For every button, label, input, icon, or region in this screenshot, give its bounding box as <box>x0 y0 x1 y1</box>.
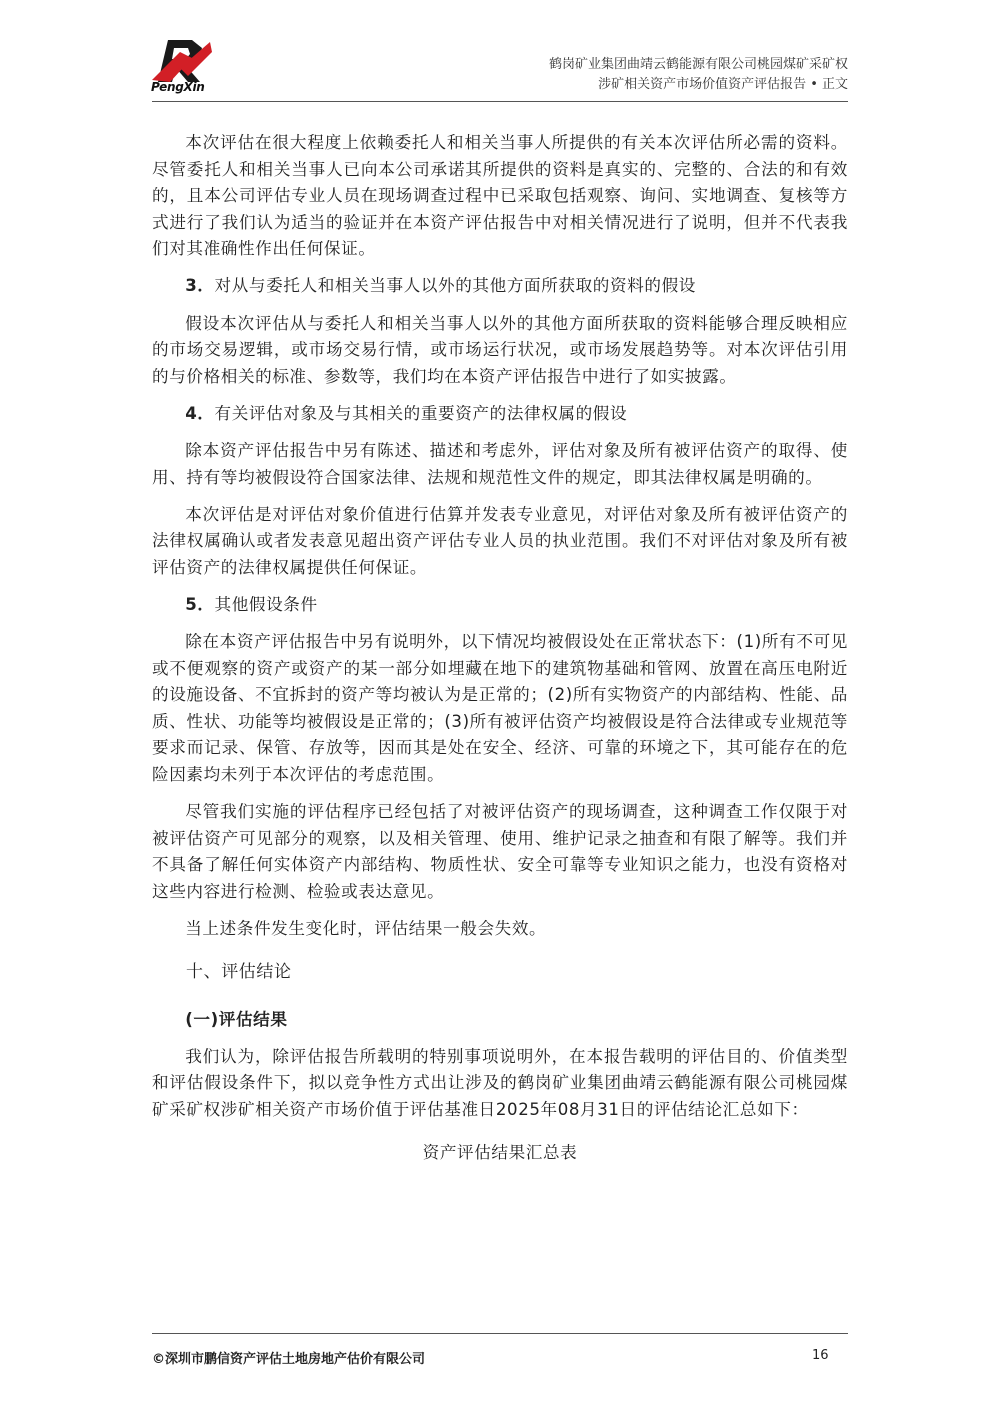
assumption-heading-4 <box>152 401 848 428</box>
heading-text: 有关评估对象及与其相关的重要资产的法律权属的假设 <box>214 403 628 423</box>
subsection-heading: (一)评估结果 <box>185 1010 288 1030</box>
heading-number: 5． <box>185 594 215 614</box>
paragraph: 假设本次评估从与委托人和相关当事人以外的其他方面所获取的资料能够合理反映相应的市场交易逻辑，或市场交易行情，或市场运行状况，或市场发展趋势等。对本次评估引用的与价格相关的标准、参数等，我们均在本资产评估报告中进行了如实披露。 <box>152 313 848 386</box>
paragraph: 当上述条件发生变化时，评估结果一般会失效。 <box>185 918 547 938</box>
footer-company: ©深圳市鹏信资产评估土地房地产估价有限公司 <box>152 1352 426 1367</box>
logo-mark-icon <box>152 38 212 84</box>
table-title: 资产评估结果汇总表 <box>422 1142 578 1162</box>
paragraph: 本次评估在很大程度上依赖委托人和相关当事人所提供的有关本次评估所必需的资料。尽管委托人和相关当事人已向本公司承诺其所提供的资料是真实的、完整的、合法的和有效的，且本公司评估专业人员在现场调查过程中已采取包括观察、询问、实地调查、复核等方式进行了我们认为适当的验证并在本资产评估报告中对相关情况进行了说明，但并不代表我们对其准确性作出任何保证。 <box>152 133 848 259</box>
header-title-line1: 鹤岗矿业集团曲靖云鹤能源有限公司桃园煤矿采矿权 <box>548 57 848 72</box>
paragraph: 除在本资产评估报告中另有说明外，以下情况均被假设处在正常状态下：(1)所有不可见或不便观察的资产或资产的某一部分如埋藏在地下的建筑物基础和管网、放置在高压电附近的设施设备、不宜拆封的资产等均被认为是正常的；(2)所有实物资产的内部结构、性能、品质、性状、功能等均被假设是正常的；(3)所有被评估资产均被假设是符合法律或专业规范等要求而记录、保管、存放等，因而其是处在安全、经济、可靠的环境之下，其可能存在的危险因素均未列于本次评估的考虑范围。 <box>152 632 848 784</box>
heading-number: 4． <box>185 403 215 423</box>
assumption-heading-3 <box>152 273 848 300</box>
heading-text: 其他假设条件 <box>214 594 318 614</box>
header-divider <box>152 101 848 102</box>
logo-wordmark: PengXin <box>151 80 205 94</box>
report-body <box>152 130 848 1166</box>
footer-divider <box>152 1333 848 1334</box>
heading-number: 3． <box>185 276 215 296</box>
page-number: 16 <box>812 1348 829 1363</box>
header-title-line2: 涉矿相关资产市场价值资产评估报告 • 正文 <box>598 77 848 92</box>
paragraph: 除本资产评估报告中另有陈述、描述和考虑外，评估对象及所有被评估资产的取得、使用、持有等均被假设符合国家法律、法规和规范性文件的规定，即其法律权属是明确的。 <box>152 440 848 487</box>
paragraph: 我们认为，除评估报告所载明的特别事项说明外，在本报告载明的评估目的、价值类型和评估假设条件下，拟以竞争性方式出让涉及的鹤岗矿业集团曲靖云鹤能源有限公司桃园煤矿采矿权涉矿相关资产市场价值于评估基准日2025年08月31日的评估结论汇总如下： <box>152 1046 848 1119</box>
heading-text: 对从与委托人和相关当事人以外的其他方面所获取的资料的假设 <box>214 276 696 296</box>
paragraph: 尽管我们实施的评估程序已经包括了对被评估资产的现场调查，这种调查工作仅限于对被评估资产可见部分的观察，以及相关管理、使用、维护记录之抽查和有限了解等。我们并不具备了解任何实体资产内部结构、物质性状、安全可靠等专业知识之能力，也没有资格对这些内容进行检测、检验或表达意见。 <box>152 802 848 901</box>
report-header <box>549 55 848 95</box>
assumption-heading-5 <box>152 592 848 619</box>
section-heading: 十、评估结论 <box>186 961 292 982</box>
paragraph: 本次评估是对评估对象价值进行估算并发表专业意见，对评估对象及所有被评估资产的法律权属确认或者发表意见超出资产评估专业人员的执业范围。我们不对评估对象及所有被评估资产的法律权属提供任何保证。 <box>152 504 848 577</box>
